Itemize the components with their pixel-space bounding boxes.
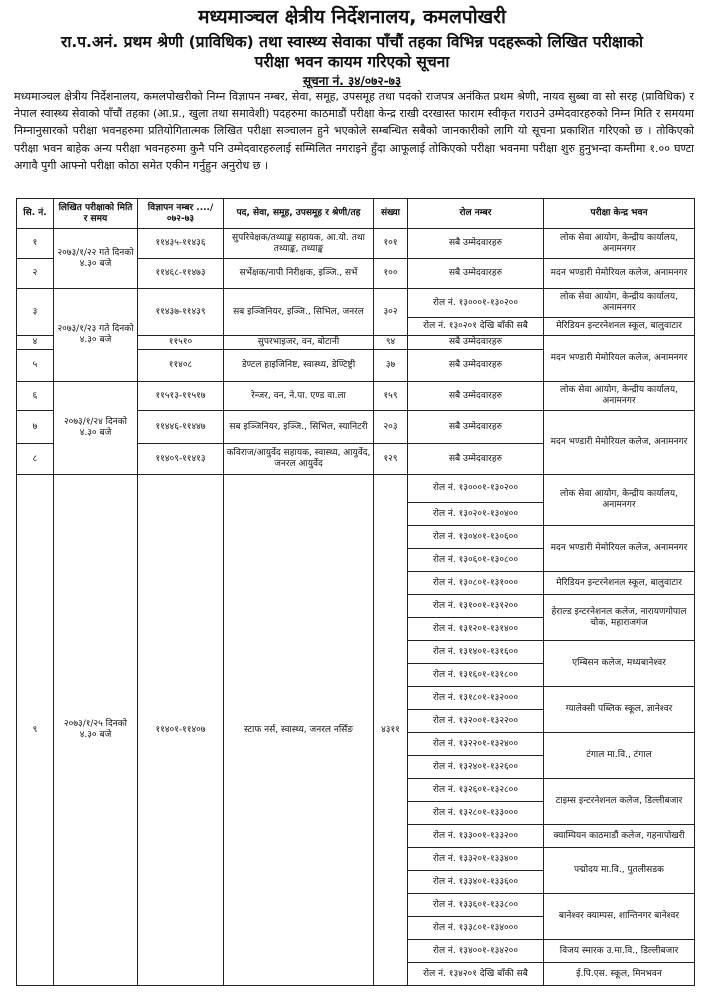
intro-paragraph-2: तोकिएको परीक्षा भवन बाहेक अन्य परीक्षा भवनहरुमा कुनै पनि उम्मेदवारहरुलाई सम्मिलित नगराइने हुँदा आफूलाई तोकिएको परीक्षा भवनमा परीक्षा शुरु हुनुभन्दा कम्तीमा १.०० घण्टा अगावै पुगी आफ्नो परीक्षा कोठा समेत एकीन गर्नुहुन अनुरोध छ ।: [14, 124, 695, 172]
serial-no: ७: [17, 411, 54, 444]
roll-range: रोल नं. १३०६०१-१३०८००: [408, 549, 544, 572]
notice-number: सूचना नं. ३४/०७२-७३: [302, 74, 402, 88]
notice-subtitle-line-1: रा.प.अनं. प्रथम श्रेणी (प्राविधिक) तथा स्वास्थ्य सेवाका पाँचौं तहका विभिन्न पदहरूको लिखित परीक्षाको: [61, 33, 643, 51]
roll-range: रोल नं. १३३४०१-१३३६००: [408, 871, 544, 894]
exam-center: लोक सेवा आयोग, केन्द्रीय कार्यालय, अनामनगर: [544, 229, 695, 259]
exam-center: लोक सेवा आयोग, केन्द्रीय कार्यालय, अनामनगर: [544, 289, 695, 318]
roll-range: सबै उम्मेदवारहरु: [408, 411, 544, 444]
candidate-count: १५९: [374, 382, 408, 411]
roll-range: रोल नं. १३०८०१-१३१०००: [408, 572, 544, 595]
exam-center: मेरिडियन इन्टरनेशनल स्कूल, बालुवाटार: [544, 572, 695, 595]
ad-number: ११४०९-११४१३: [138, 444, 224, 475]
serial-no: ५: [17, 350, 54, 382]
candidate-count: ९४: [374, 336, 408, 350]
roll-range: रोल नं. १३०००१-१३०२००: [408, 289, 544, 318]
serial-no: ८: [17, 444, 54, 475]
office-title: मध्यमाञ्चल क्षेत्रीय निर्देशनालय, कमलपोखरी: [198, 6, 506, 28]
roll-range: सबै उम्मेदवारहरु: [408, 350, 544, 382]
roll-range: रोल नं. १३०४०१-१३०६००: [408, 526, 544, 549]
header-exam-center: परीक्षा केन्द्र भवन: [544, 199, 695, 229]
post-name: सब इञ्जिनियर, इञ्जि., सिभिल, स्यानिटरी: [224, 411, 374, 444]
exam-center: एम्बिसन कलेज, मध्यबानेश्वर: [544, 641, 695, 687]
roll-range: रोल नं. १३०००१-१३०२००: [408, 475, 544, 503]
exam-center: पद्मोदय मा.वि., पुतलीसडक: [544, 848, 695, 894]
ad-number: ११५१०: [138, 336, 224, 350]
exam-center: ई.पि.एस. स्कूल, मिनभवन: [544, 963, 695, 986]
table-row: [17, 382, 695, 411]
exam-center: मदन भण्डारी मेमोरियल कलेज, अनामनगर: [544, 411, 695, 475]
post-name: डेण्टल हाइजिनिष्ट, स्वास्थ्य, डेण्टिष्ट्री: [224, 350, 374, 382]
exam-center: लोक सेवा आयोग, केन्द्रीय कार्यालय, अनामनगर: [544, 475, 695, 526]
notice-subtitle-line-2: परीक्षा भवन कायम गरिएको सूचना: [254, 53, 450, 71]
serial-no: ३: [17, 289, 54, 336]
table-row: [17, 289, 695, 318]
post-name: कविराज/आयुर्वेद सहायक, स्वास्थ्य, आयुर्वेद, जनरल आयुर्वेद: [224, 444, 374, 475]
roll-range: रोल नं. १३१८०१-१३२०००: [408, 687, 544, 710]
roll-range: सबै उम्मेदवारहरु: [408, 336, 544, 350]
table-header-row: [17, 199, 695, 229]
candidate-count: ३०२: [374, 289, 408, 336]
exam-center: हेराल्ड इन्टरनेशनल कलेज, नारायणगोपाल चोक, महाराजगंज: [544, 595, 695, 641]
post-name: सब इञ्जिनियर, इञ्जि., सिभिल, जनरल: [224, 289, 374, 336]
roll-range: रोल नं. १३४००१-१३४२००: [408, 940, 544, 963]
roll-range: रोल नं. १३१४०१-१३१६००: [408, 641, 544, 664]
roll-range: रोल नं. १३०२०१ देखि बाँकी सबै: [408, 318, 544, 336]
serial-no: २: [17, 259, 54, 289]
header-ad-number: विज्ञापन नम्बर ..../०७२-७३: [138, 199, 224, 229]
post-name: सर्भेक्षक/नापी निरीक्षक, इञ्जि., सर्भे: [224, 259, 374, 289]
post-name: सुपरिवेक्षक/तथ्याङ्क सहायक, आ.यो. तथा तथ्याङ्क, तथ्याङ्क: [224, 229, 374, 259]
ad-number: ११४३७-११४३९: [138, 289, 224, 336]
exam-center: मदन भण्डारी मेमोरियल कलेज, अनामनगर: [544, 259, 695, 289]
serial-no: ९: [17, 475, 54, 986]
ad-number: ११५१३-११५१७: [138, 382, 224, 411]
intro-paragraph-1: मध्यमाञ्चल क्षेत्रीय निर्देशनालय, कमलपोखरीको निम्न विज्ञापन नम्बर, सेवा, समूह, उपसमूह तथा पदको राजपत्र अनंकित प्रथम श्रेणी, नायव सुब्बा वा सो सरह (प्राविधिक) र नेपाल स्वास्थ्य सेवाको पाँचौं तहका (आ.प्र., खुला तथा समावेशी) पदहरुमा काठमाडौं परीक्षा केन्द्र राखी दरखास्त फाराम स्वीकृत गराउने उम्मेदवारहरुको निम्न मिति र समयमा निम्नानुसारको परीक्षा भवनहरुमा प्रतियोगितात्मक लिखित परीक्षा सञ्चालन हुने भएकोले सम्बन्धित सबैको जानकारीको लागि यो सूचना प्रकाशित गरिएको छ ।: [14, 90, 694, 138]
candidate-count: ४३११: [374, 475, 408, 986]
roll-range: रोल नं. १३१२०१-१३१४००: [408, 618, 544, 641]
exam-center: टाइम्स इन्टरनेशनल कलेज, डिल्लीबजार: [544, 779, 695, 825]
roll-range: सबै उम्मेदवारहरु: [408, 259, 544, 289]
table-row: [17, 475, 695, 503]
ad-number: ११४०८: [138, 350, 224, 382]
header-exam-datetime: लिखित परीक्षाको मिति र समय: [54, 199, 138, 229]
candidate-count: ३७: [374, 350, 408, 382]
exam-datetime: २०७३/१/२५ दिनको ४.३० बजे: [54, 475, 138, 986]
ad-number: ११४६८-११४७३: [138, 259, 224, 289]
table-row: [17, 229, 695, 259]
exam-center: ग्यालेक्सी पब्लिक स्कूल, ज्ञानेश्वर: [544, 687, 695, 733]
exam-datetime: २०७३/१/२२ गते दिनको ४.३० बजे: [54, 229, 138, 289]
roll-range: सबै उम्मेदवारहरु: [408, 382, 544, 411]
roll-range: रोल नं. १३२००१-१३२२००: [408, 710, 544, 733]
header-serial-no: सि. नं.: [17, 199, 54, 229]
header-post: पद, सेवा, समूह, उपसमूह र श्रेणी/तह: [224, 199, 374, 229]
exam-center: टंगाल मा.वि., टंगाल: [544, 733, 695, 779]
candidate-count: १०१: [374, 229, 408, 259]
roll-range: रोल नं. १३१००१-१३१२००: [408, 595, 544, 618]
serial-no: ६: [17, 382, 54, 411]
candidate-count: १००: [374, 259, 408, 289]
exam-center: बानेश्वर क्याम्पस, शान्तिनगर बानेश्वर: [544, 894, 695, 940]
header-count: संख्या: [374, 199, 408, 229]
exam-center: मेरिडियन इन्टरनेशनल स्कूल, बालुवाटार: [544, 318, 695, 336]
roll-range: रोल नं. १३३८०१-१३४०००: [408, 917, 544, 940]
exam-center: क्याम्पियन काठमाडौं कलेज, गहनापोखरी: [544, 825, 695, 848]
post-name: रेन्जर, वन, ने.पा. एण्ड वा.ला: [224, 382, 374, 411]
roll-range: रोल नं. १३२२०१-१३२४००: [408, 733, 544, 756]
ad-number: ११४४६-११४४७: [138, 411, 224, 444]
roll-range: रोल नं. १३२४०१-१३२६००: [408, 756, 544, 779]
candidate-count: २०३: [374, 411, 408, 444]
roll-range: सबै उम्मेदवारहरु: [408, 444, 544, 475]
intro-text: [14, 88, 694, 174]
roll-range: रोल नं. १३२६०१-१३२८००: [408, 779, 544, 802]
ad-number: ११४०१-११४०७: [138, 475, 224, 986]
roll-range: रोल नं. १३३२०१-१३३४००: [408, 848, 544, 871]
exam-center: मदन भण्डारी मेमोरियल कलेज, अनामनगर: [544, 526, 695, 572]
roll-range: रोल नं. १३२८०१-१३३०००: [408, 802, 544, 825]
ad-number: ११४३५-११४३६: [138, 229, 224, 259]
roll-range: रोल नं. १३०२०१-१३०४००: [408, 503, 544, 526]
serial-no: ४: [17, 336, 54, 350]
roll-range: रोल नं. १३३६०१-१३३८००: [408, 894, 544, 917]
exam-center-table: [16, 198, 695, 986]
post-name: सुपरभाइजर, वन, बोटानी: [224, 336, 374, 350]
post-name: स्टाफ नर्स, स्वास्थ्य, जनरल नर्सिङ: [224, 475, 374, 986]
exam-center: लोक सेवा आयोग, केन्द्रीय कार्यालय, अनामनगर: [544, 382, 695, 411]
roll-range: सबै उम्मेदवारहरु: [408, 229, 544, 259]
exam-center: मदन भण्डारी मेमोरियल कलेज, अनामनगर: [544, 336, 695, 382]
roll-range: रोल नं. १३१६०१-१३१८००: [408, 664, 544, 687]
header-roll-number: रोल नम्बर: [408, 199, 544, 229]
candidate-count: १२९: [374, 444, 408, 475]
exam-datetime: २०७३/१/२४ दिनको ४.३० बजे: [54, 382, 138, 475]
exam-center: विजय स्मारक उ.मा.वि., डिल्लीबजार: [544, 940, 695, 963]
serial-no: १: [17, 229, 54, 259]
roll-range: रोल नं. १३३००१-१३३२००: [408, 825, 544, 848]
exam-datetime: २०७३/१/२३ गते दिनको ४.३० बजे: [54, 289, 138, 382]
roll-range: रोल नं. १३४२०१ देखि बाँकी सबै: [408, 963, 544, 986]
